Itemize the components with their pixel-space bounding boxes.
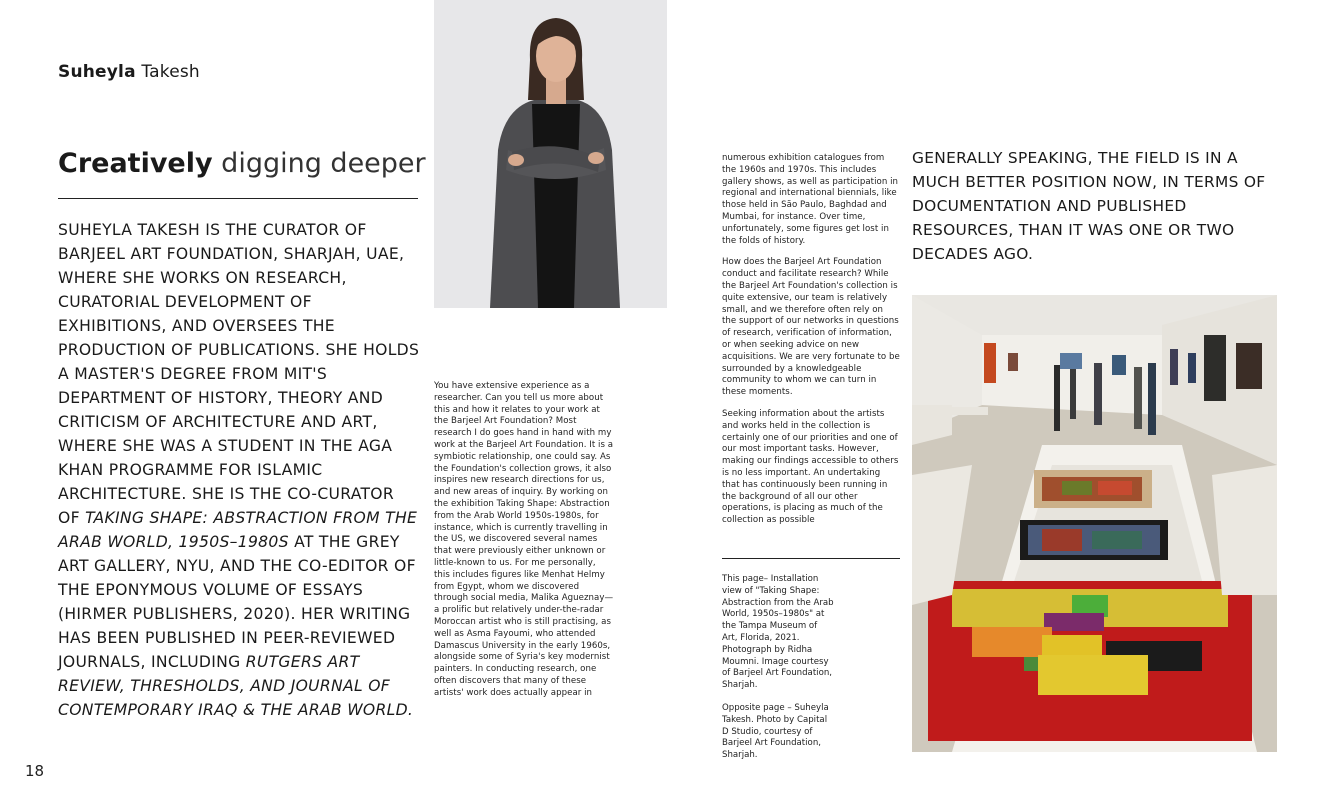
photo-captions (722, 574, 834, 773)
gallery-photo (912, 295, 1277, 752)
author-name: Suheyla Takesh (58, 62, 200, 82)
portrait-photo (434, 0, 667, 308)
headline-rule (58, 198, 418, 199)
interview-paragraph: How does the Barjeel Art Foundation conduct and facilitate research? While the Barjeel Art Foundation's collection is quite extensive, our team is relatively small, and we therefore often rely on the support of our networks in questions of research, verification of information, or when seeking advice on new acquisitions. We are very fortunate to be surrounded by a knowledgeable community to whom we can turn in these moments. (722, 257, 900, 398)
caption-opposite-page: Opposite page – Suheyla Takesh. Photo by Capital D Studio, courtesy of Barjeel Art Foundation, Sharjah. (722, 702, 829, 761)
caption-this-page: This page– Installation view of "Taking Shape: Abstraction from the Arab World, 1950s–1980s" at the Tampa Museum of Art, Florida, 2021. Photograph by Ridha Moumni. Image courtesy of Barjeel Art Foundation, Sharjah. (722, 574, 834, 691)
caption-rule (722, 558, 900, 559)
portrait-illustration (434, 0, 667, 308)
interview-column-1: You have extensive experience as a researcher. Can you tell us more about this and how it relates to your work at the Barjeel Art Foundation? Most research I do goes hand in hand with my work at the Barjeel Art Foundation. It is a symbiotic relationship, one could say. As the Foundation's collection grows, it also inspires new research directions for us, and new areas of inquiry. By working on the exhibition Taking Shape: Abstraction from the Arab World 1950s-1980s, for instance, which is currently travelling in the US, we discovered several names that were previously either unknown or little-known to us. For me personally, this includes figures like Menhat Helmy from Egypt, whom we discovered through social media, Malika Agueznay—a prolific but relatively under-the-radar Moroccan artist who is still practising, as well as Asma Fayoumi, who attended Damascus University in the early 1960s, alongside some of Syria's key modernist painters. In conducting research, one often discovers that many of these artists' work does actually appear in (434, 381, 614, 698)
article-headline: Creatively digging deeper (58, 148, 426, 179)
pull-quote: GENERALLY SPEAKING, THE FIELD IS IN A MUCH BETTER POSITION NOW, IN TERMS OF DOCUMENTATION AND PUBLISHED RESOURCES, THAN IT WAS ONE OR TWO DECADES AGO. (912, 149, 1266, 263)
bio-paragraph: SUHEYLA TAKESH IS THE CURATOR OF BARJEEL ART FOUNDATION, SHARJAH, UAE, WHERE SHE WORKS ON RESEARCH, CURATORIAL DEVELOPMENT OF EXHIBITIONS, AND OVERSEES THE PRODUCTION OF PUBLICATIONS. SHE HOLDS A MASTER'S DEGREE FROM MIT'S DEPARTMENT OF HISTORY, THEORY AND CRITICISM OF ARCHITECTURE AND ART, WHERE SHE WAS A STUDENT IN THE AGA KHAN PROGRAMME FOR ISLAMIC ARCHITECTURE. SHE IS THE CO-CURATOR OF TAKING SHAPE: ABSTRACTION FROM THE ARAB WORLD, 1950S–1980S AT THE GREY ART GALLERY, NYU, AND THE CO-EDITOR OF THE EPONYMOUS VOLUME OF ESSAYS (HIRMER PUBLISHERS, 2020). HER WRITING HAS BEEN PUBLISHED IN PEER-REVIEWED JOURNALS, INCLUDING RUTGERS ART REVIEW, THRESHOLDS, AND JOURNAL OF CONTEMPORARY IRAQ & THE ARAB WORLD. (58, 221, 420, 719)
page-number: 18 (25, 762, 45, 780)
interview-column-2 (722, 153, 900, 537)
gallery-illustration (912, 295, 1277, 752)
interview-paragraph: numerous exhibition catalogues from the 1960s and 1970s. This includes gallery shows, as well as participation in regional and international biennials, like those held in São Paulo, Baghdad and Mumbai, for instance. Over time, unfortunately, some figures get lost in the folds of history. (722, 153, 899, 246)
interview-paragraph: Seeking information about the artists and works held in the collection is certainly one of our priorities and one of our most important tasks. However, making our findings accessible to others is no less important. An undertaking that has continuously been running in the background of all our other operations, is placing as much of the collection as possible (722, 408, 899, 526)
